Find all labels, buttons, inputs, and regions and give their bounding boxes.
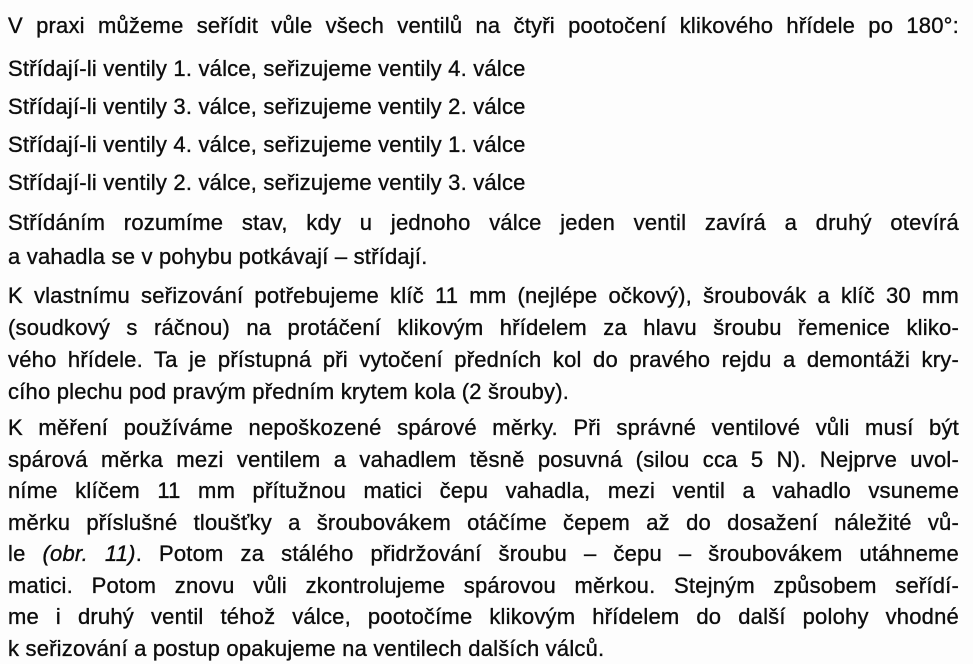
figure-reference-obr-11: (obr. 11) [43,541,136,566]
valve-pairing-rules [8,50,959,202]
text-line: me i druhý ventil téhož válce, pootočíme klikovým hřídelem do další polohy vhodné [8,601,959,633]
paragraph-stridani-definition [8,206,959,274]
rule-line-3: Střídají-li ventily 4. válce, seřizujeme ventily 1. válce [8,126,959,164]
text-line: cího plechu pod pravým předním krytem kola (2 šrouby). [8,376,959,408]
text-segment: le [8,541,43,566]
rule-line-4: Střídají-li ventily 2. válce, seřizujeme ventily 3. válce [8,164,959,202]
rule-line-2: Střídají-li ventily 3. válce, seřizujeme ventily 2. válce [8,88,959,126]
paragraph-tools-needed [8,280,959,408]
intro-paragraph [8,6,959,46]
text-line: Střídáním rozumíme stav, kdy u jednoho válce jeden ventil zavírá a druhý otevírá [8,206,959,240]
text-line: matici. Potom znovu vůli zkontrolujeme spárovou měrkou. Stejným způsobem seřídí- [8,570,959,602]
text-line: níme klíčem 11 mm přítužnou matici čepu vahadla, mezi ventil a vahadlo vsuneme [8,475,959,507]
text-line: vého hřídele. Ta je přístupná při vytočení předních kol do pravého rejdu a demontáži kry- [8,344,959,376]
text-line: spárová měrka mezi ventilem a vahadlem těsně posuvná (silou cca 5 N). Nejprve uvol- [8,444,959,476]
text-line-with-figure-reference [8,538,959,570]
paragraph-measuring-procedure [8,412,959,664]
text-line: měrku příslušné tloušťky a šroubovákem otáčíme čepem až do dosažení náležité vů- [8,507,959,539]
text-line: (soudkový s ráčnou) na protáčení klikovým hřídelem za hlavu šroubu řemenice kliko- [8,312,959,344]
text-line: K vlastnímu seřizování potřebujeme klíč 11 mm (nejlépe očkový), šroubovák a klíč 30 mm [8,280,959,312]
text-line: k seřizování a postup opakujeme na ventilech dalších válců. [8,633,959,664]
text-line: K měření používáme nepoškozené spárové měrky. Při správné ventilové vůli musí být [8,412,959,444]
text-segment: . Potom za stálého přidržování šroubu – čepu – šroubovákem utáhneme [136,541,959,566]
intro-line: V praxi můžeme seřídit vůle všech ventilů na čtyři pootočení klikového hřídele po 180°: [8,6,959,46]
text-line: a vahadla se v pohybu potkávají – střídají. [8,240,959,274]
rule-line-1: Střídají-li ventily 1. válce, seřizujeme ventily 4. válce [8,50,959,88]
